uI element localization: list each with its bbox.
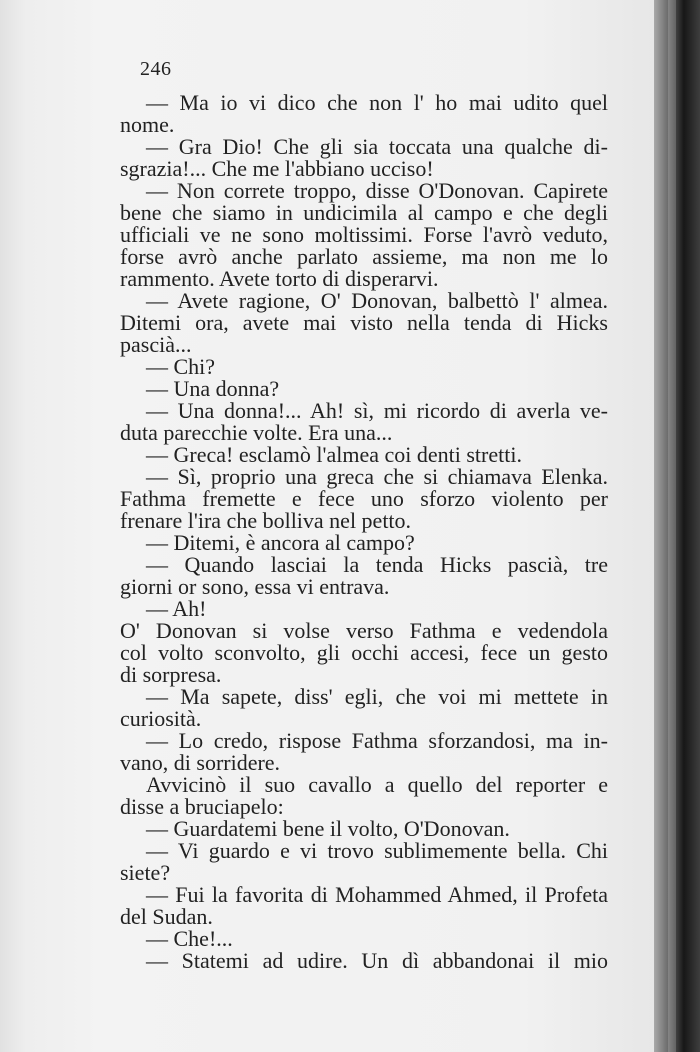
text-line-5: — Non correte troppo, disse O'Donovan. Capirete: [146, 178, 608, 203]
text-line-27: di sorpresa.: [120, 662, 222, 687]
text-line-38: del Sudan.: [120, 904, 213, 929]
text-line-40: — Statemi ad udire. Un dì abbandonai il mio: [146, 948, 608, 973]
text-line-3: — Gra Dio! Che gli sia toccata una qualche di-: [146, 134, 608, 159]
text-line-39: — Che!...: [146, 926, 233, 951]
text-line-1: — Ma io vi dico che non l' ho mai udito quel: [146, 90, 608, 115]
text-line-35: — Vi guardo e vi trovo sublimemente bella. Chi: [146, 838, 608, 863]
text-line-25: O' Donovan si volse verso Fathma e vedendola: [120, 618, 608, 643]
text-line-37: — Fui la favorita di Mohammed Ahmed, il Profeta: [146, 882, 608, 907]
text-line-17: — Greca! esclamò l'almea coi denti stretti.: [146, 442, 522, 467]
text-line-21: — Ditemi, è ancora al campo?: [146, 530, 415, 555]
text-line-19: Fathma fremette e fece uno sforzo violento per: [120, 486, 608, 511]
text-line-10: — Avete ragione, O' Donovan, balbettò l' almea.: [146, 288, 608, 313]
text-line-18: — Sì, proprio una greca che si chiamava Elenka.: [146, 464, 608, 489]
text-line-32: Avvicinò il suo cavallo a quello del reporter e: [146, 772, 608, 797]
text-line-6: bene che siamo in undicimila al campo e che degli: [120, 200, 608, 225]
text-line-20: frenare l'ira che bolliva nel petto.: [120, 508, 412, 533]
text-line-30: — Lo credo, rispose Fathma sforzandosi, ma in-: [146, 728, 608, 753]
text-line-28: — Ma sapete, diss' egli, che voi mi mettete in: [146, 684, 608, 709]
text-line-15: — Una donna!... Ah! sì, mi ricordo di averla ve-: [146, 398, 608, 423]
text-line-2: nome.: [120, 112, 175, 137]
text-line-8: forse avrò anche parlato assieme, ma non me lo: [120, 244, 608, 269]
text-line-24: — Ah!: [146, 596, 207, 621]
text-line-11: Ditemi ora, avete mai visto nella tenda di Hicks: [120, 310, 608, 335]
text-line-34: — Guardatemi bene il volto, O'Donovan.: [146, 816, 510, 841]
text-line-29: curiosità.: [120, 706, 202, 731]
text-line-9: rammento. Avete torto di disperarvi.: [120, 266, 439, 291]
text-line-4: sgrazia!... Che me l'abbiano ucciso!: [120, 156, 434, 181]
text-line-16: duta parecchie volte. Era una...: [120, 420, 393, 445]
text-line-23: giorni or sono, essa vi entrava.: [120, 574, 390, 599]
text-line-22: — Quando lasciai la tenda Hicks pascià, tre: [146, 552, 608, 577]
text-line-31: vano, di sorridere.: [120, 750, 281, 775]
text-line-33: disse a bruciapelo:: [120, 794, 284, 819]
page-number: 246: [140, 58, 172, 80]
text-line-36: siete?: [120, 860, 171, 885]
text-line-12: pascià...: [120, 332, 192, 357]
text-line-14: — Una donna?: [146, 376, 280, 401]
book-binding-shadow: [654, 0, 700, 1052]
text-line-26: col volto sconvolto, gli occhi accesi, fece un gesto: [120, 640, 608, 665]
text-line-7: ufficiali ve ne sono moltissimi. Forse l'avrò veduto,: [120, 222, 608, 247]
text-line-13: — Chi?: [146, 354, 216, 379]
